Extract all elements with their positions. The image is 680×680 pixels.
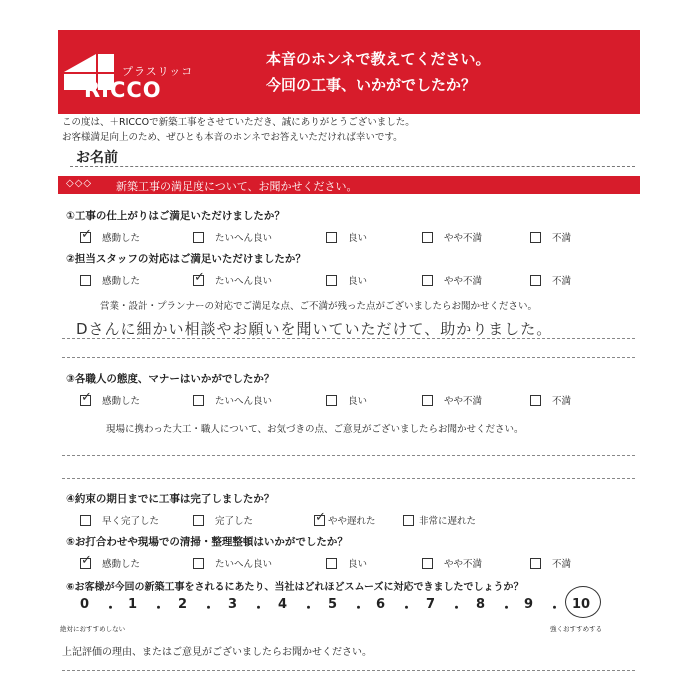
q1-option-4[interactable]: 不満 [530,230,571,244]
scale-sep: ・ [400,601,414,616]
q3-option-0[interactable]: ✓ 感動した [81,389,141,407]
q5-option-2[interactable]: 良い [326,556,367,570]
check-icon: ✓ [81,389,92,405]
check-icon: ✓ [194,269,205,285]
section-title: 新築工事の満足度について、お聞かせください。 [116,180,358,193]
checkbox[interactable] [422,395,433,406]
question-2: ②担当スタッフの対応はご満足いただけましたか？ [66,253,306,265]
q1-option-1[interactable]: たいへん良い [193,230,272,244]
q4-option-2[interactable]: ✓ やや遅れた [315,509,376,527]
checkbox[interactable] [422,232,433,243]
scale-9[interactable]: 9 [524,597,534,612]
q5-option-0[interactable]: ✓ 感動した [81,552,141,570]
q5-option-4[interactable]: 不満 [530,556,571,570]
scale-4[interactable]: 4 [278,597,288,612]
scale-sep: ・ [352,601,366,616]
checkbox[interactable] [326,558,337,569]
headline-2: 今回の工事、いかがでしたか？ [266,76,477,94]
selected-circle-mark [565,586,601,618]
scale-7[interactable]: 7 [426,597,436,612]
q2-option-2[interactable]: 良い [326,273,367,287]
section-band [58,176,640,194]
checkbox[interactable] [80,389,92,406]
checkbox[interactable] [193,269,205,286]
q1-option-2[interactable]: 良い [326,230,367,244]
diamonds-icon: ◇◇◇ [66,178,93,189]
checkbox[interactable] [193,395,204,406]
q3-option-4[interactable]: 不満 [530,393,571,407]
q2-option-4[interactable]: 不満 [530,273,571,287]
scale-sep: ・ [252,601,266,616]
checkbox[interactable] [80,552,92,569]
q4-option-0[interactable]: 早く完了した [80,513,159,527]
checkbox[interactable] [193,232,204,243]
checkbox[interactable] [530,275,541,286]
checkbox[interactable] [422,275,433,286]
q3-option-1[interactable]: たいへん良い [193,393,272,407]
q1-option-3[interactable]: やや不満 [422,230,482,244]
intro-line-1: この度は、＋RICCOで新築工事をさせていただき、誠にありがとうございました。 [62,117,415,128]
check-icon: ✓ [81,552,92,568]
q3-option-2[interactable]: 良い [326,393,367,407]
checkbox[interactable] [193,515,204,526]
q5-option-3[interactable]: やや不満 [422,556,482,570]
scale-sep: ・ [548,601,562,616]
closing-prompt: 上記評価の理由、またはご意見がございましたらお聞かせください。 [62,647,372,658]
q2-handwritten-answer[interactable]: Dさんに細かい相談やお願いを聞いていただけて、助かりました。 [76,320,553,338]
checkbox[interactable] [403,515,414,526]
scale-sep: ・ [500,601,514,616]
scale-low-label: 絶対におすすめしない [60,625,126,633]
checkbox[interactable] [326,275,337,286]
question-5: ⑤お打合わせや現場での清掃・整理整頓はいかがでしたか？ [66,536,348,548]
q2-option-1[interactable]: ✓ たいへん良い [194,269,273,287]
q2-option-3[interactable]: やや不満 [422,273,482,287]
check-icon: ✓ [315,509,326,525]
q4-option-3[interactable]: 非常に遅れた [403,513,476,527]
q2-subprompt: 営業・設計・プランナーの対応でご満足な点、ご不満が残った点がございましたらお聞かせください。 [100,301,538,312]
scale-2[interactable]: 2 [178,597,188,612]
answer-line [62,338,635,339]
scale-0[interactable]: 0 [80,597,90,612]
checkbox[interactable] [80,226,92,243]
question-1: ①工事の仕上がりはご満足いただけましたか？ [66,210,285,222]
question-3: ③各職人の態度、マナーはいかがでしたか？ [66,373,275,385]
scale-sep: ・ [302,601,316,616]
logo-mark-icon [68,64,94,73]
brand-kana: プラスリッコ [122,65,194,78]
checkbox[interactable] [530,395,541,406]
answer-line [62,478,635,479]
scale-5[interactable]: 5 [328,597,338,612]
intro-line-2: お客様満足向上のため、ぜひとも本音のホンネでお答えいただければ幸いです。 [62,132,403,143]
scale-3[interactable]: 3 [228,597,238,612]
q2-option-0[interactable]: 感動した [80,273,140,287]
q3-option-3[interactable]: やや不満 [422,393,482,407]
scale-high-label: 強くおすすめする [550,625,603,633]
name-input-line[interactable] [70,166,635,167]
q3-subprompt: 現場に携わった大工・職人について、お気づきの点、ご意見がございましたらお聞かせください。 [106,424,524,435]
checkbox[interactable] [530,558,541,569]
scale-1[interactable]: 1 [128,597,138,612]
q4-option-1[interactable]: 完了した [193,513,253,527]
scale-sep: ・ [450,601,464,616]
checkbox[interactable] [80,515,91,526]
scale-8[interactable]: 8 [476,597,486,612]
q1-option-0[interactable]: ✓ 感動した [81,226,141,244]
checkbox[interactable] [422,558,433,569]
checkbox[interactable] [80,275,91,286]
q5-option-1[interactable]: たいへん良い [193,556,272,570]
name-label: お名前 [76,150,118,166]
answer-line [62,455,635,456]
answer-line [62,670,635,671]
scale-sep: ・ [202,601,216,616]
answer-line [62,357,635,358]
question-4: ④約束の期日までに工事は完了しましたか？ [66,493,275,505]
check-icon: ✓ [81,226,92,242]
checkbox[interactable] [193,558,204,569]
checkbox[interactable] [314,509,326,526]
question-6: ⑥お客様が今回の新築工事をされるにあたり、当社はどれほどスムーズに対応できましたでしょうか？ [66,582,524,593]
scale-sep: ・ [104,601,118,616]
headline-1: 本音のホンネで教えてください。 [266,50,491,68]
scale-10[interactable]: 10 [572,597,591,612]
checkbox[interactable] [326,395,337,406]
brand-logo-text: RICCO [84,78,162,102]
checkbox[interactable] [530,232,541,243]
scale-sep: ・ [152,601,166,616]
checkbox[interactable] [326,232,337,243]
scale-6[interactable]: 6 [376,597,386,612]
